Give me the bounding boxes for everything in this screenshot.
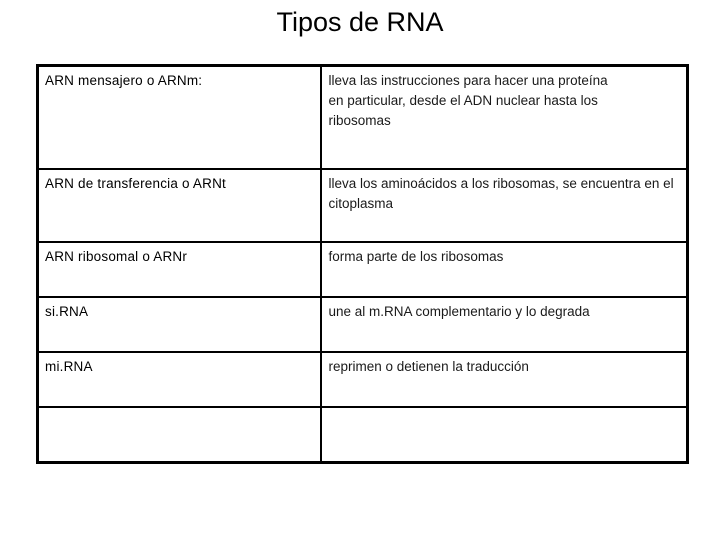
rna-description-text: lleva las instrucciones para hacer una proteína en particular, desde el ADN nuclear hasta los ribosomas [328,73,608,128]
rna-description-cell [321,407,688,462]
rna-description-cell: lleva los aminoácidos a los ribosomas, se encuentra en el citoplasma [321,169,688,242]
rna-type-cell: mi.RNA [38,352,321,407]
rna-description-cell: forma parte de los ribosomas [321,242,688,297]
table-row [38,297,688,352]
rna-description-cell [321,66,688,169]
rna-types-table [36,64,689,464]
rna-type-cell: ARN ribosomal o ARNr [38,242,321,297]
table-row [38,352,688,407]
table-row [38,242,688,297]
page-title: Tipos de RNA [276,7,444,37]
rna-description-cell: reprimen o detienen la traducción [321,352,688,407]
table-row [38,66,688,169]
rna-type-cell: si.RNA [38,297,321,352]
table-row [38,407,688,462]
rna-description-cell: une al m.RNA complementario y lo degrada [321,297,688,352]
rna-type-cell [38,407,321,462]
rna-type-cell: ARN de transferencia o ARNt [38,169,321,242]
table-row [38,169,688,242]
rna-type-cell: ARN mensajero o ARNm: [38,66,321,169]
